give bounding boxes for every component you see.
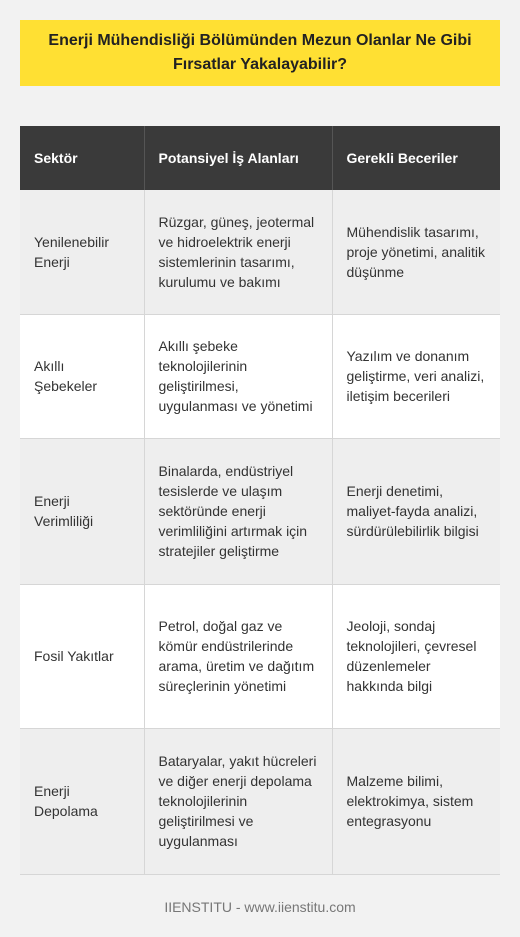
table-row xyxy=(20,314,500,438)
page-title: Enerji Mühendisliği Bölümünden Mezun Olanlar Ne Gibi Fırsatlar Yakalayabilir? xyxy=(48,32,472,73)
column-header-jobs: Potansiyel İş Alanları xyxy=(144,126,332,190)
table-header-row xyxy=(20,126,500,190)
title-banner xyxy=(20,20,500,86)
cell-sector: Fosil Yakıtlar xyxy=(20,584,144,728)
cell-sector: Yenilenebilir Enerji xyxy=(20,190,144,314)
footer-credit: IIENSTITU - www.iienstitu.com xyxy=(164,899,356,915)
cell-jobs: Petrol, doğal gaz ve kömür endüstrilerinde arama, üretim ve dağıtım süreçlerinin yönetimi xyxy=(144,584,332,728)
cell-jobs: Bataryalar, yakıt hücreleri ve diğer enerji depolama teknolojilerinin geliştirilmesi ve uygulanması xyxy=(144,728,332,874)
cell-jobs: Rüzgar, güneş, jeotermal ve hidroelektrik enerji sistemlerinin tasarımı, kurulumu ve bakımı xyxy=(144,190,332,314)
table-row xyxy=(20,584,500,728)
cell-skills: Yazılım ve donanım geliştirme, veri analizi, iletişim becerileri xyxy=(332,314,500,438)
table-row xyxy=(20,438,500,584)
cell-jobs: Binalarda, endüstriyel tesislerde ve ulaşım sektöründe enerji verimliliğini artırmak için stratejiler geliştirme xyxy=(144,438,332,584)
column-header-skills: Gerekli Beceriler xyxy=(332,126,500,190)
cell-skills: Mühendislik tasarımı, proje yönetimi, analitik düşünme xyxy=(332,190,500,314)
cell-skills: Malzeme bilimi, elektrokimya, sistem entegrasyonu xyxy=(332,728,500,874)
cell-jobs: Akıllı şebeke teknolojilerinin geliştirilmesi, uygulanması ve yönetimi xyxy=(144,314,332,438)
cell-sector: Enerji Depolama xyxy=(20,728,144,874)
table-row xyxy=(20,728,500,874)
cell-sector: Akıllı Şebekeler xyxy=(20,314,144,438)
column-header-sector: Sektör xyxy=(20,126,144,190)
cell-skills: Enerji denetimi, maliyet-fayda analizi, sürdürülebilirlik bilgisi xyxy=(332,438,500,584)
table-row xyxy=(20,190,500,314)
cell-sector: Enerji Verimliliği xyxy=(20,438,144,584)
cell-skills: Jeoloji, sondaj teknolojileri, çevresel düzenlemeler hakkında bilgi xyxy=(332,584,500,728)
sector-table xyxy=(20,126,500,875)
